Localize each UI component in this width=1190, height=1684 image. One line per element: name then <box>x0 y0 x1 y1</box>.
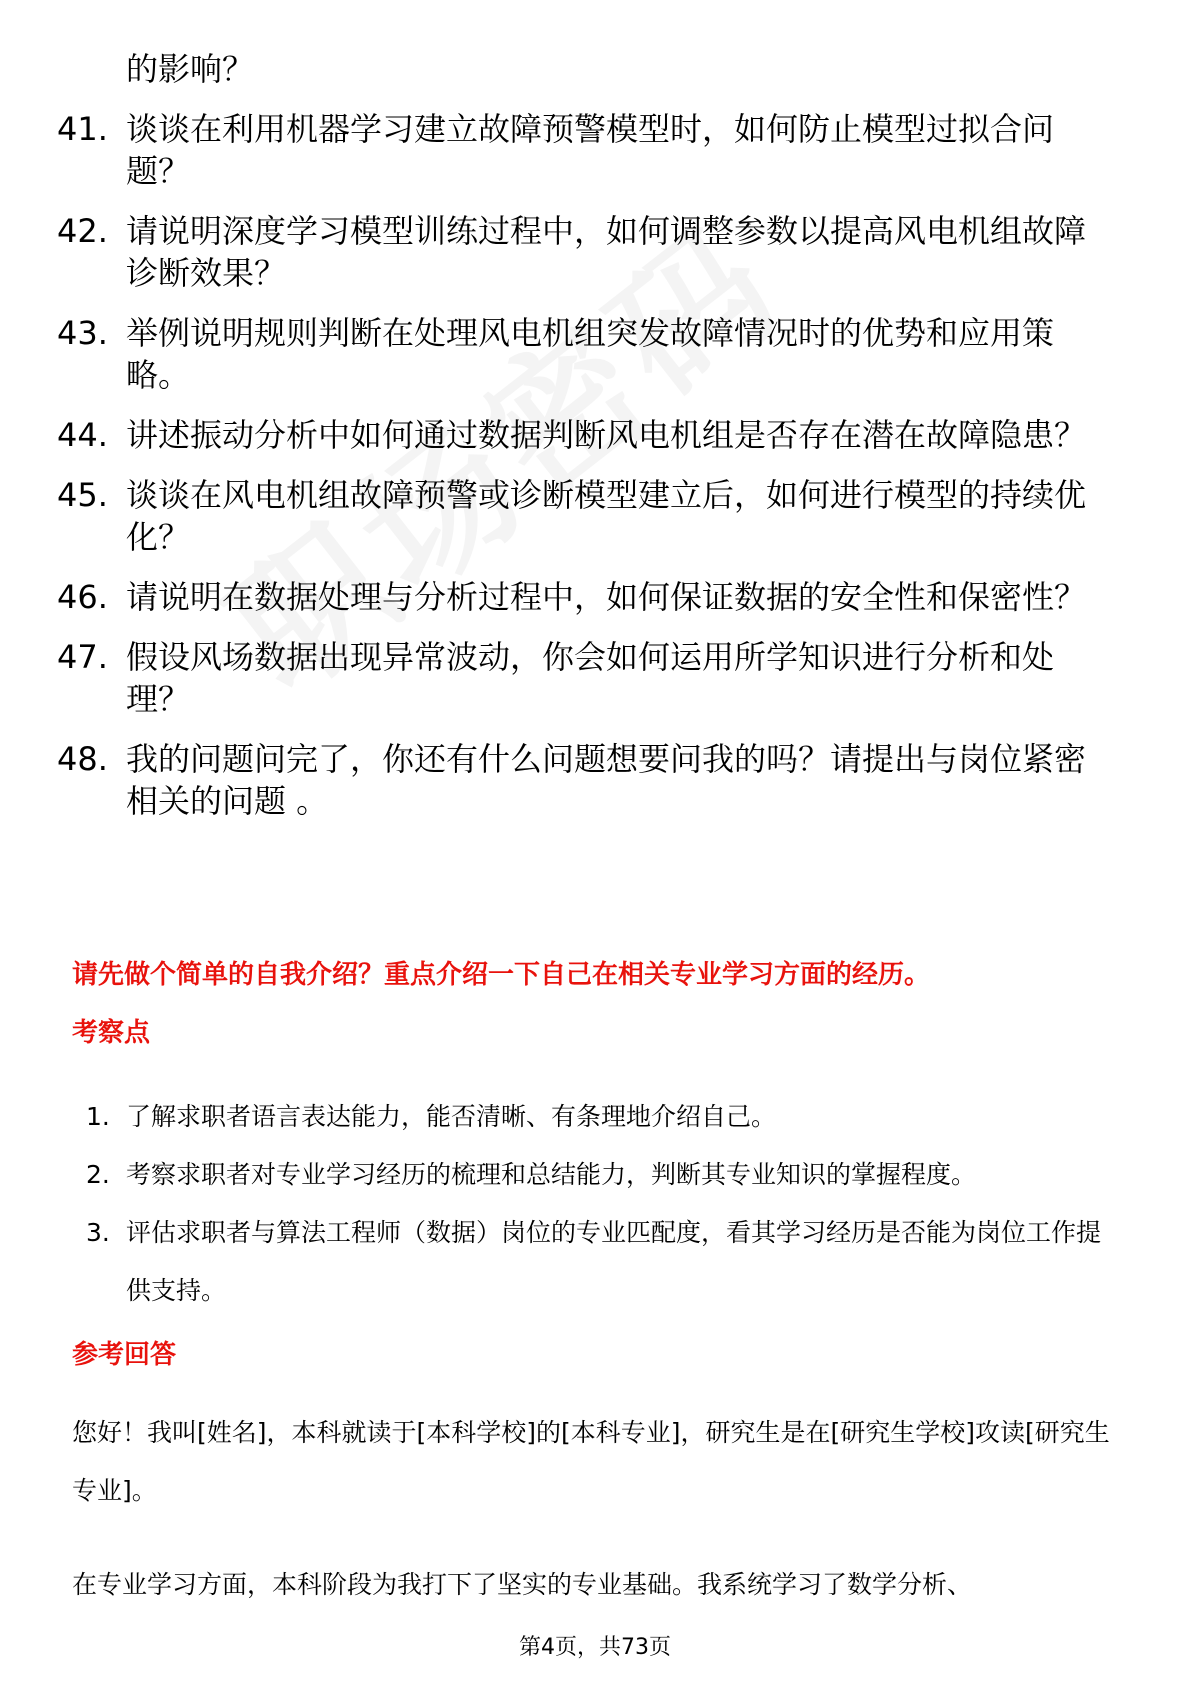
question-text: 谈谈在利用机器学习建立故障预警模型时，如何防止模型过拟合问题？ <box>126 110 1055 190</box>
question-number: 48. <box>57 740 108 778</box>
question-item <box>0 474 1116 558</box>
question-number: 44. <box>57 416 108 454</box>
point-number: 1. <box>86 1102 110 1131</box>
question-text: 我的问题问完了，你还有什么问题想要问我的吗？请提出与岗位紧密相关的问题 。 <box>126 740 1087 820</box>
question-number: 41. <box>57 110 108 148</box>
question-number: 43. <box>57 314 108 352</box>
examine-points-list <box>0 1088 1190 1320</box>
question-item <box>0 636 1116 720</box>
question-item <box>0 108 1116 192</box>
point-text: 评估求职者与算法工程师（数据）岗位的专业匹配度，看其学习经历是否能为岗位工作提供支持。 <box>126 1218 1102 1305</box>
reference-answer-label: 参考回答 <box>72 1340 177 1370</box>
question-item <box>0 312 1116 396</box>
question-number: 46. <box>57 578 108 616</box>
question-number: 42. <box>57 212 108 250</box>
page-footer: 第4页，共73页 <box>519 1635 671 1660</box>
answer-paragraph: 在专业学习方面，本科阶段为我打下了坚实的专业基础。我系统学习了数学分析、 <box>72 1570 973 1599</box>
point-text: 考察求职者对专业学习经历的梳理和总结能力，判断其专业知识的掌握程度。 <box>126 1160 977 1189</box>
question-item <box>0 414 1116 456</box>
question-text: 请说明深度学习模型训练过程中，如何调整参数以提高风电机组故障诊断效果？ <box>126 212 1087 292</box>
section-title: 请先做个简单的自我介绍？重点介绍一下自己在相关专业学习方面的经历。 <box>72 960 931 990</box>
question-text: 讲述振动分析中如何通过数据判断风电机组是否存在潜在故障隐患？ <box>126 416 1087 454</box>
question-item <box>0 210 1116 294</box>
question-list <box>0 48 1190 840</box>
question-number: 47. <box>57 638 108 676</box>
point-number: 3. <box>86 1218 110 1247</box>
question-item <box>0 738 1116 822</box>
question-text: 谈谈在风电机组故障预警或诊断模型建立后，如何进行模型的持续优化？ <box>126 476 1087 556</box>
question-continuation: 的影响？ <box>126 50 255 88</box>
point-text: 了解求职者语言表达能力，能否清晰、有条理地介绍自己。 <box>126 1102 777 1131</box>
question-text: 请说明在数据处理与分析过程中，如何保证数据的安全性和保密性？ <box>126 578 1087 616</box>
examine-point <box>0 1088 1116 1146</box>
question-number: 45. <box>57 476 108 514</box>
answer-paragraph: 您好！我叫[姓名]，本科就读于[本科学校]的[本科专业]，研究生是在[研究生学校]攻读[研究生专业]。 <box>72 1418 1110 1505</box>
question-text: 假设风场数据出现异常波动，你会如何运用所学知识进行分析和处理？ <box>126 638 1055 718</box>
question-item <box>0 576 1116 618</box>
examine-point <box>0 1204 1116 1320</box>
examine-points-label: 考察点 <box>72 1018 151 1048</box>
examine-point <box>0 1146 1116 1204</box>
point-number: 2. <box>86 1160 110 1189</box>
question-text: 举例说明规则判断在处理风电机组突发故障情况时的优势和应用策略。 <box>126 314 1055 394</box>
